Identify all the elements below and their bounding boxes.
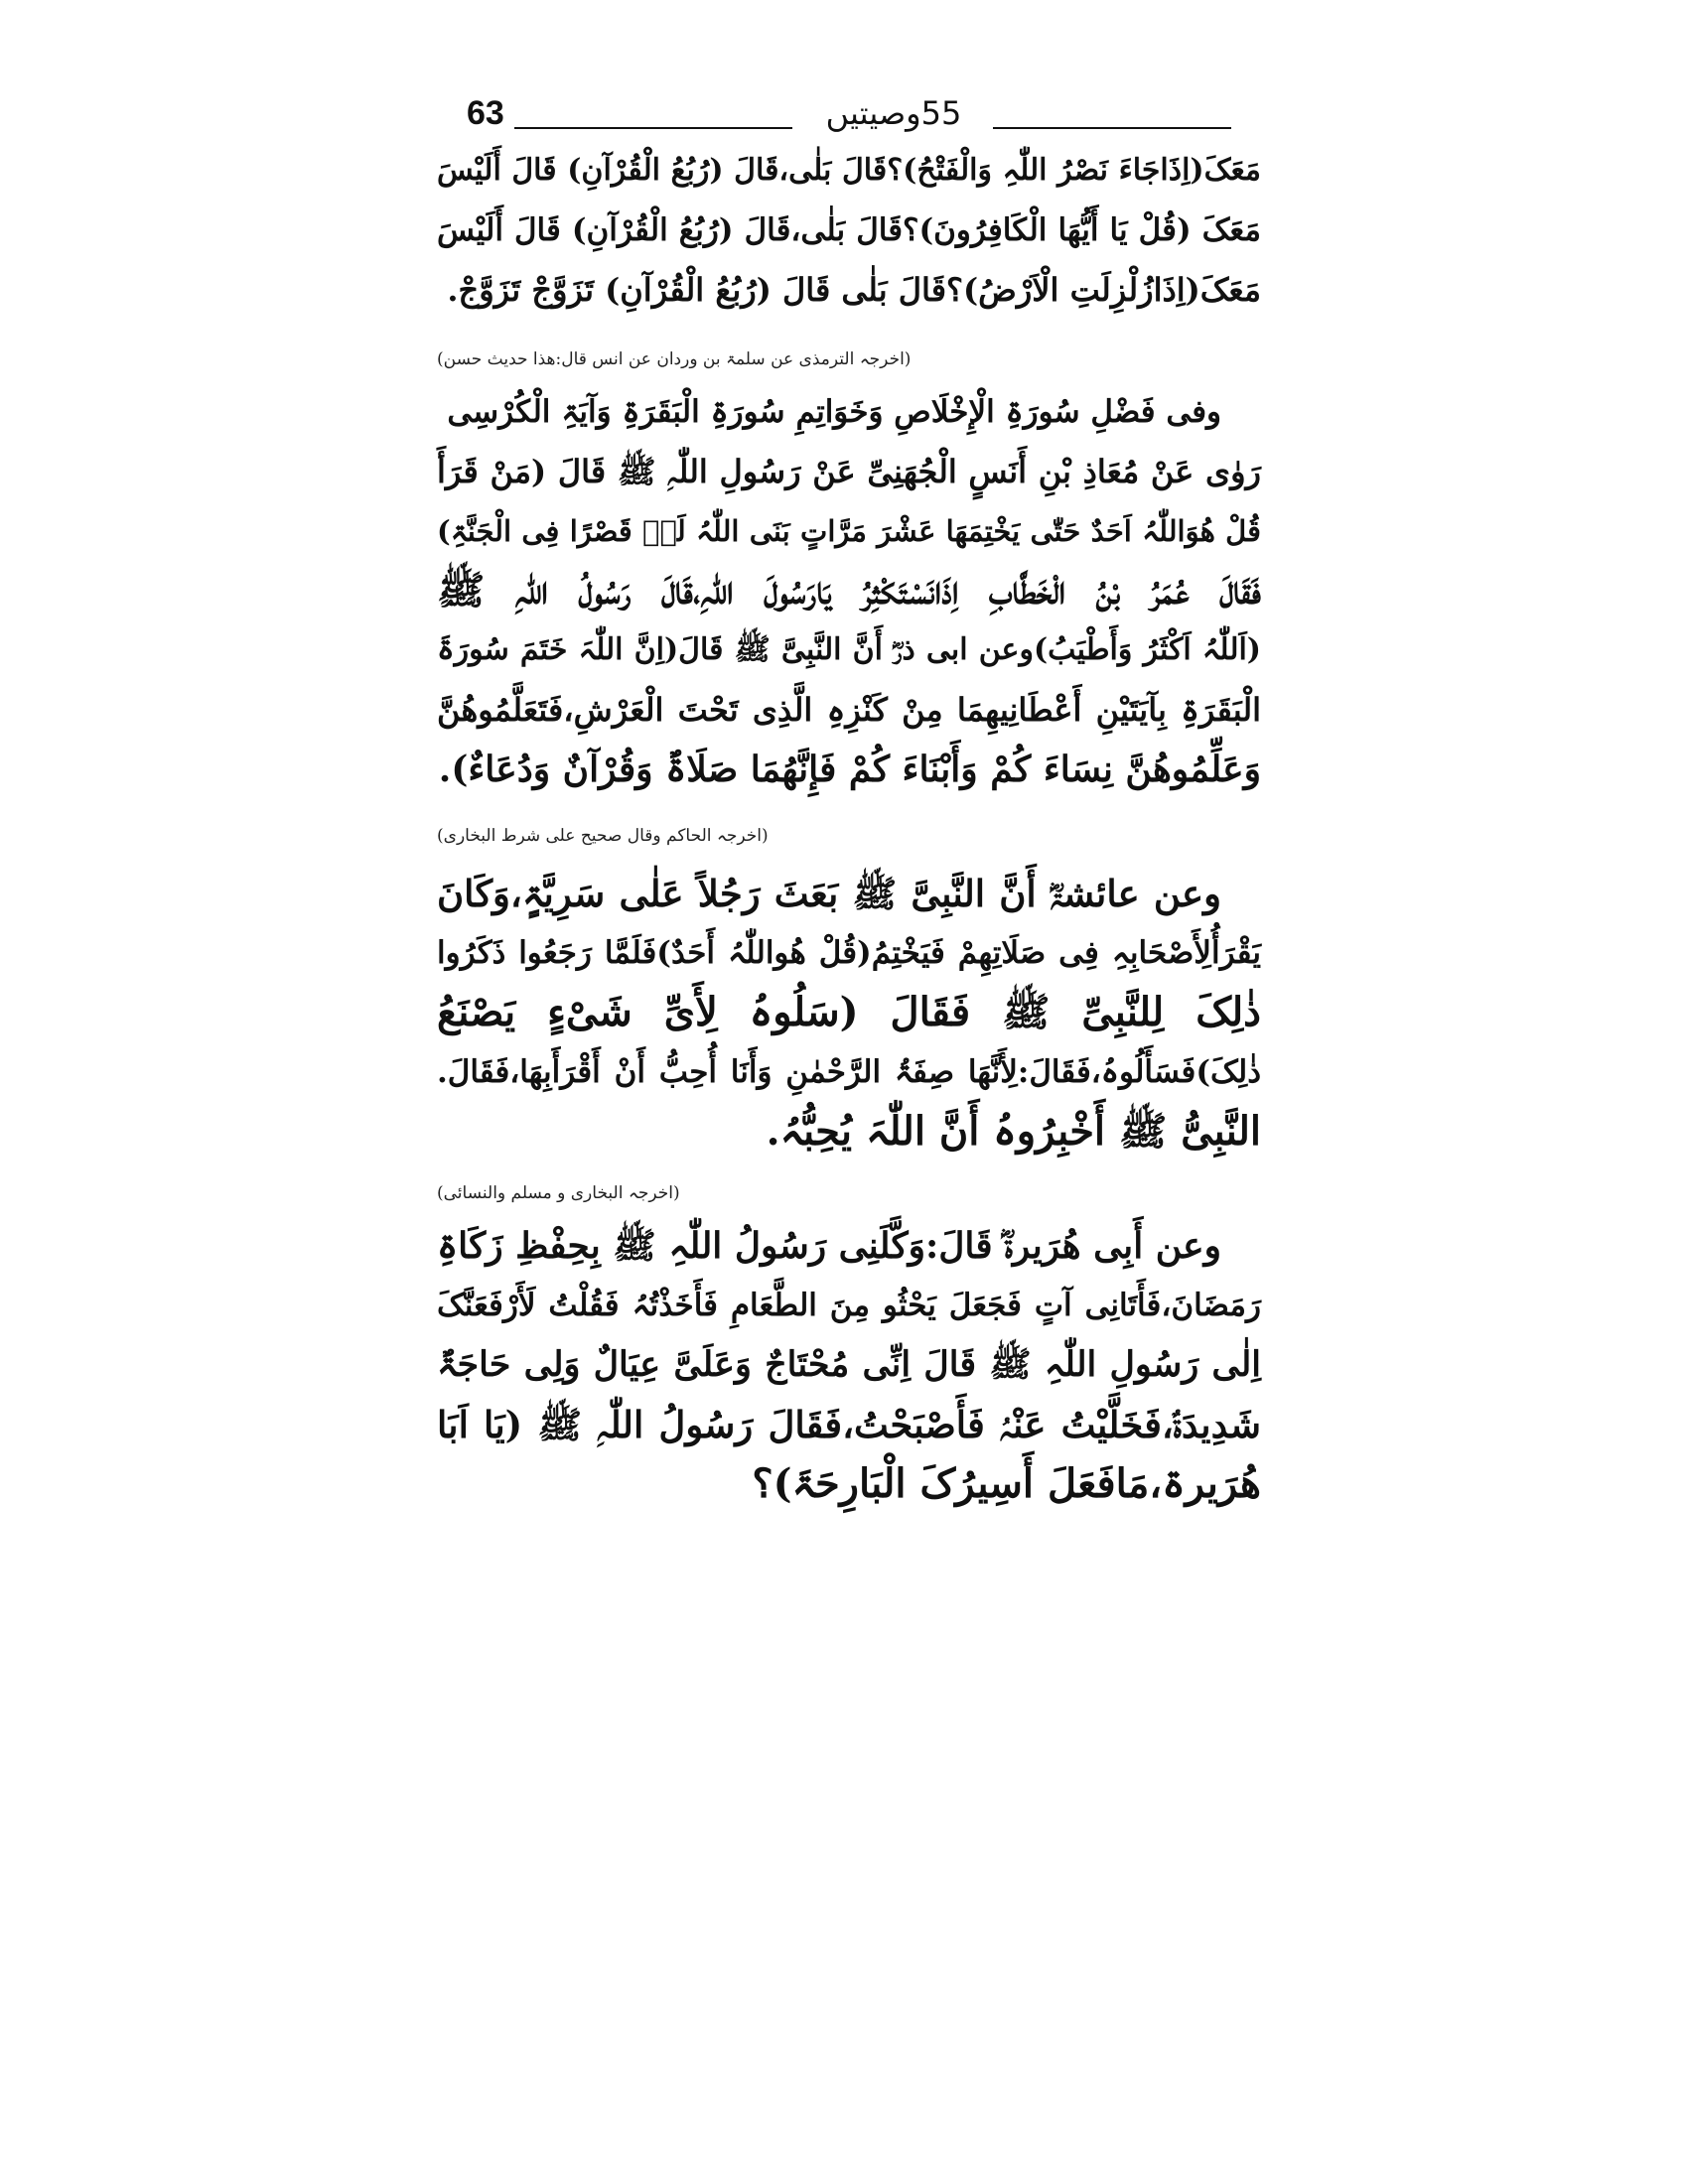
text-line: مَعَکَ(اِذَازُلْزِلَتِ الْاَرْضُ)؟قَالَ بَلٰی قَالَ (رُبُعُ الْقُرْآنِ) تَزَوَّجْ تَزَوَّجْ. [447,271,1261,309]
text-line: یَقْرَأُلِأَصْحَابِہِ فِی صَلَاتِھِمْ فَیَخْتِمُ(قُلْ ھُواللّٰہُ أَحَدٌ)فَلَمَّا رَجَعُوا ذَکَرُوا [437,935,1261,971]
text-line: ذٰلِکَ)فَسَأَلُوہُ،فَقَالَ:لِأَنَّھَا صِفَۃُ الرَّحْمٰنِ وَأَنَا أُحِبُّ أَنْ أَقْرَأَبِھَا،فَقَالَ. [437,1054,1261,1090]
text-line: النَّبِیُّ ﷺ أَخْبِرُوہُ أَنَّ اللّٰہَ یُحِبُّہُ. [766,1108,1261,1155]
reference-note-2: (اخرجہ الحاکم وقال صحیح علی شرط البخاری) [437,826,769,846]
text-line: وَعَلِّمُوھُنَّ نِسَاءَ کُمْ وَأَبْنَاءَ کُمْ فَإِنَّھُمَا صَلَاۃٌ وَقُرْآنٌ وَدُعَاءٌ). [438,749,1261,790]
section-heading: وفی فَضْلِ سُورَۃِ الْإِخْلَاصِ وَخَوَاتِمِ سُورَۃِ الْبَقَرَۃِ وَآیَۃِ الْکُرْسِی [447,394,1221,430]
reference-note-1: (اخرجہ الترمذی عن سلمۃ بن وردان عن انس قال:ھذا حدیث حسن) [437,349,912,369]
text-line: ھُرَیرۃ،مَافَعَلَ أَسِیرُکَ الْبَارِحَۃَ)؟ [752,1460,1261,1507]
text-line: مَعَکَ(اِذَاجَاءَ نَصْرُ اللّٰہِ وَالْفَتْحُ)؟قَالَ بَلٰی،قَالَ (رُبُعُ الْقُرْآنِ) قَالَ أَلَیْسَ [437,153,1261,188]
header-rule-right [993,127,1231,129]
text-line: وعن أَبِی ھُرَیرۃؓ قَالَ:وَکَّلَنِی رَسُولُ اللّٰہِ ﷺ بِحِفْظِ زَکَاۃِ [437,1225,1221,1267]
text-line: شَدِیدَۃٌ،فَخَلَّیْتُ عَنْہُ فَأَصْبَحْتُ،فَقَالَ رَسُولُ اللّٰہِ ﷺ (یَا اَبَا [437,1403,1261,1446]
text-block-3 [437,864,1261,1161]
text-line: وعن عائشۃؓ أَنَّ النَّبِیَّ ﷺ بَعَثَ رَجُلاً عَلٰی سَرِیَّۃٍ،وَکَانَ [437,872,1221,915]
running-title: 55وصیتیں [825,94,962,132]
header-rule-left [514,127,792,129]
text-line: ذٰلِکَ لِلنَّبِیِّ ﷺ فَقَالَ (سَلُوہُ لِأَیِّ شَیْءٍ یَصْنَعُ [437,989,1261,1035]
text-line: فَقَالَ عُمَرُ بْنُ الْخَطَّابِ اِذَانَسْتَکْثِرُ یَارَسُولَ اللّٰہِ،قَالَ رَسُولُ اللّٰہِ ﷺ [437,567,1261,614]
reference-note-3: (اخرجہ البخاری و مسلم والنسائی) [437,1183,680,1203]
text-block-2 [437,382,1261,799]
page-number: 63 [467,94,504,132]
text-line: (اَللّٰہُ اَکْثَرُ وَأَطْیَبُ)وعن ابی ذرؓ أَنَّ النَّبِیَّ ﷺ قَالَ(اِنَّ اللّٰہَ خَتَمَ سُورَۃَ [437,632,1261,667]
text-line: اِلٰی رَسُولِ اللّٰہِ ﷺ قَالَ اِنِّی مُحْتَاجٌ وَعَلَیَّ عِیَالٌ وَلِی حَاجَۃٌ [437,1344,1261,1385]
text-block-4 [437,1216,1261,1514]
text-line: رَوٰی عَنْ مُعَاذِ بْنِ أَنَسٍ الْجُھَنِیِّ عَنْ رَسُولِ اللّٰہِ ﷺ قَالَ (مَنْ قَرَأَ [437,453,1261,490]
text-line: قُلْ ھُوَاللّٰہُ اَحَدٌ حَتّٰی یَخْتِمَھَا عَشْرَ مَرَّاتٍ بَنَی اللّٰہُ لَہٗ قَصْرًا فِی الْجَنَّۃِ) [437,514,1261,548]
text-line: مَعَکَ (قُلْ یَا أَیُّھَا الْکَافِرُونَ)؟قَالَ بَلٰی،قَالَ (رُبُعُ الْقُرْآنِ) قَالَ أَلَیْسَ [437,212,1261,248]
text-block-1 [437,141,1261,320]
text-line: رَمَضَانَ،فَأَتَانِی آتٍ فَجَعَلَ یَحْثُو مِنَ الطَّعَامِ فَأَخَذْتُہُ فَقُلْتُ لَأَرْفَعَنَّکَ [437,1288,1261,1323]
page-header [467,91,1231,135]
text-line: الْبَقَرَۃِ بِآیَتَیْنِ أَعْطَانِیھِمَا مِنْ کَنْزِہِ الَّذِی تَحْتَ الْعَرْشِ،فَتَعَلَّمُوھُنَّ [437,691,1262,729]
